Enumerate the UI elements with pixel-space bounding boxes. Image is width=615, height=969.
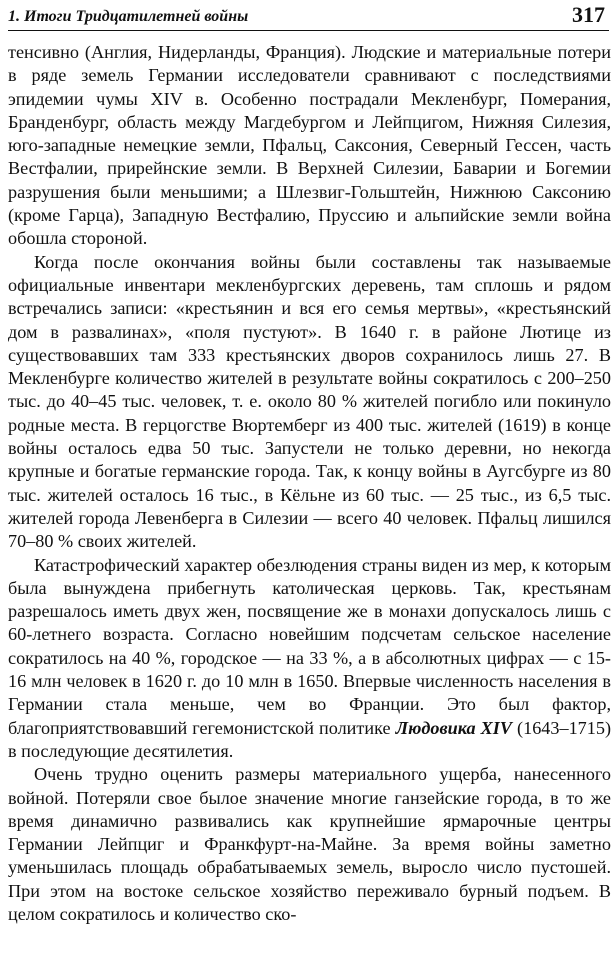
paragraph-3-text-before: Катастрофический характер обезлюдения страны виден из мер, к которым была вынуждена прибегнуть католическая церковь. Так, крестьянам разрешалось иметь двух жен, посвящение же в монахи допускалось лишь с 60-летнего возраста. Согласно новейшим подсчетам сельское население сократилось на 40 %, городское — на 33 %, а в абсолютных цифрах — с 15-16 млн человек в 1620 г. до 10 млн в 1650. Впервые численность населения в Германии стала меньше, чем во Франции. Это был фактор, благоприятствовавший гегемонистской политике — [8, 554, 611, 738]
page-number: 317 — [572, 2, 605, 27]
paragraph-3 — [8, 554, 611, 764]
emphasized-name: Людовика XIV — [395, 717, 512, 738]
paragraph-3-text-after: (1643–1715) в последующие десятилетия. — [8, 717, 611, 761]
paragraph-4: Очень трудно оценить размеры материального ущерба, нанесенного войной. Потеряли свое былое значение многие ганзейские города, в то же время динамично развивались как крупнейшие ярмарочные центры Германии Лейпциг и Франкфурт-на-Майне. За время войны заметно уменьшилась площадь обрабатываемых земель, выросло число пустошей. При этом на востоке сельское хозяйство переживало бурный подъем. В целом сократилось и количество ско- — [8, 764, 611, 924]
running-header — [8, 0, 609, 31]
body-text — [8, 41, 611, 926]
paragraph-1: тенсивно (Англия, Нидерланды, Франция). Людские и материальные потери в ряде земель Германии исследователи сравнивают с последствиями эпидемии чумы XIV в. Особенно пострадали Мекленбург, Померания, Бранденбург, область между Магдебургом и Лейпцигом, Нижняя Силезия, юго-западные немецкие земли, Пфальц, Саксония, Северный Гессен, часть Вестфалии, прирейнские земли. В Верхней Силезии, Баварии и Богемии разрушения были меньшими; а Шлезвиг-Гольштейн, Нижнюю Саксонию (кроме Гарца), Западную Вестфалию, Пруссию и альпийские земли война обошла стороной. — [8, 42, 611, 249]
running-title: 1. Итоги Тридцатилетней войны — [8, 8, 249, 25]
paragraph-2: Когда после окончания войны были составлены так называемые официальные инвентари мекленбургских деревень, там сплошь и рядом встречались записи: «крестьянин и вся его семья мертвы», «крестьянский дом в развалинах», «поля пустуют». В 1640 г. в районе Лютице из существовавших там 333 крестьянских дворов сохранилось лишь 27. В Мекленбурге количество жителей в результате войны сократилось с 200–250 тыс. до 40–45 тыс. человек, т. е. около 80 % жителей погибло или покинуло родные места. В герцогстве Вюртемберг из 400 тыс. жителей (1619) в конце войны осталось едва 50 тыс. Запустели не только деревни, но некогда крупные и богатые германские города. Так, к концу войны в Аугсбурге из 80 тыс. жителей осталось 16 тыс., в Кёльне из 60 тыс. — 25 тыс., из 6,5 тыс. жителей города Левенберга в Силезии — всего 40 человек. Пфальц лишился 70–80 % своих жителей. — [8, 251, 611, 552]
